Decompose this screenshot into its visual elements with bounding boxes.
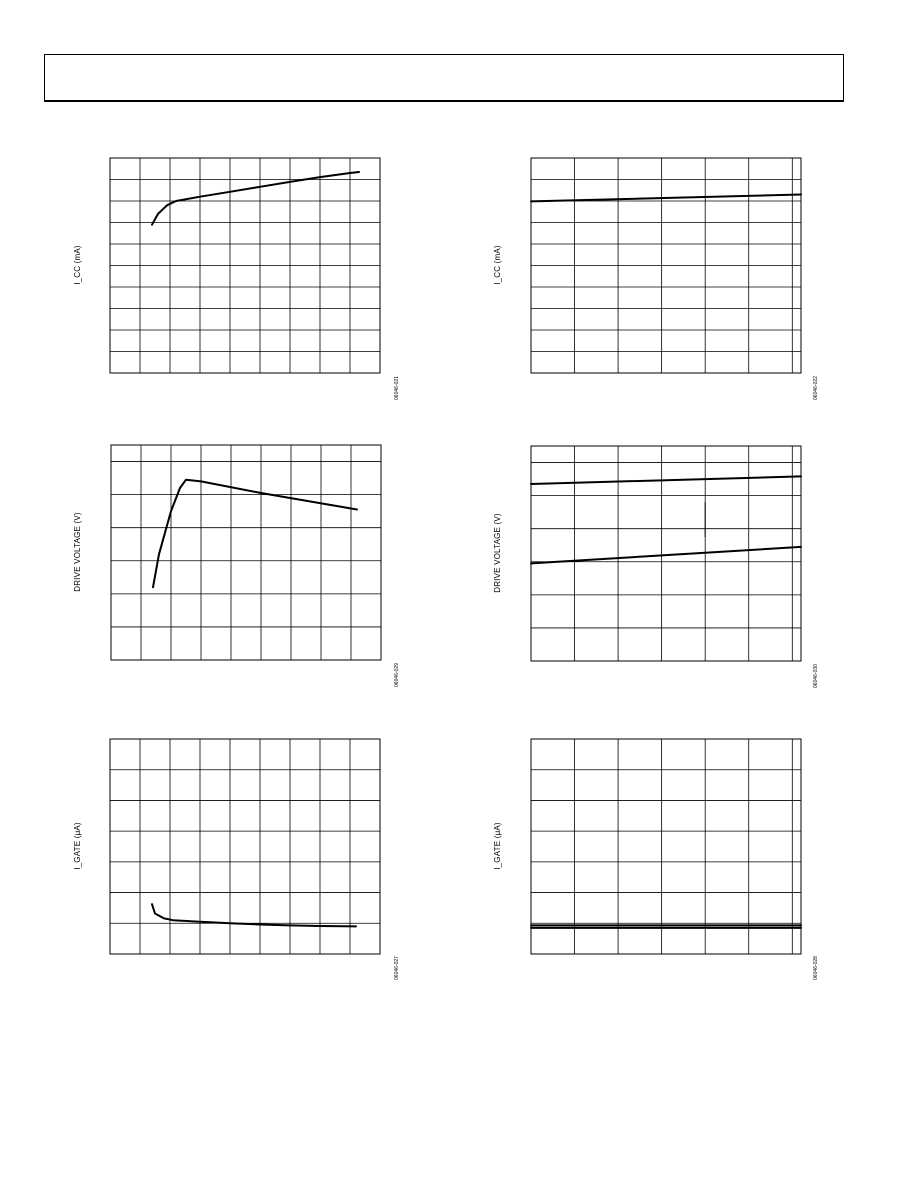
chart-grid bbox=[110, 739, 380, 954]
chart-3 bbox=[73, 445, 400, 687]
series-line-1 bbox=[531, 476, 801, 484]
chart-6 bbox=[493, 739, 819, 980]
series-line-1 bbox=[153, 480, 357, 588]
series-line-1 bbox=[531, 195, 801, 202]
figure-id: 06046-029 bbox=[394, 663, 400, 687]
chart-4 bbox=[493, 446, 819, 688]
figure-id: 06046-028 bbox=[813, 956, 819, 980]
plot-frame bbox=[110, 739, 380, 954]
chart-5 bbox=[73, 739, 400, 980]
y-axis-label: DRIVE VOLTAGE (V) bbox=[73, 512, 82, 592]
figure-id: 06046-027 bbox=[394, 956, 400, 980]
chart-grid bbox=[111, 445, 381, 660]
y-axis-label: I_CC (mA) bbox=[493, 245, 502, 285]
figure-id: 06046-022 bbox=[813, 376, 819, 400]
series-line-1 bbox=[152, 172, 359, 225]
chart-grid bbox=[531, 158, 801, 373]
chart-1 bbox=[73, 158, 400, 400]
series-line-2 bbox=[531, 547, 801, 564]
y-axis-label: I_GATE (μA) bbox=[73, 822, 82, 870]
chart-2 bbox=[493, 158, 819, 400]
figure-id: 06046-030 bbox=[813, 664, 819, 688]
chart-grid bbox=[531, 739, 801, 954]
plot-frame bbox=[531, 739, 801, 954]
plot-frame bbox=[111, 445, 381, 660]
y-axis-label: I_CC (mA) bbox=[73, 245, 82, 285]
figure-id: 06046-021 bbox=[394, 376, 400, 400]
y-axis-label: DRIVE VOLTAGE (V) bbox=[493, 513, 502, 593]
y-axis-label: I_GATE (μA) bbox=[493, 822, 502, 870]
